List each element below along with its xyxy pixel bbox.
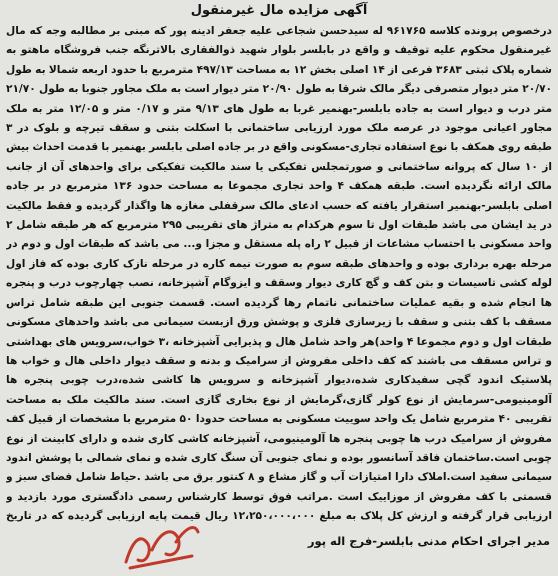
notice-body: درخصوص پرونده کلاسه ۹۶۱۷۶۵ له سیدحسن شجاعی علیه جعفر ادینه پور که مبنی بر مطالبه وجه که مال غیرمنقول محکوم علیه توقیف و واقع در بابلسر بلوار شهید ذوالفقاری بالاترنگه جنب فروشگاه ماهتو به شماره پلاک ثبتی ۳۶۸۳ فرعی از ۱۴ اصلی بخش ۱۲ به مساحت ۴۹۷/۱۳ مترمربع با حدود اربعه شمالا به طول ۲۰/۷۰ متر دیوار متصرفی دیگر مالک شرقا به طول ۲۰/۹۰ متر دیوار است به ملک مجاور جنوبا به طول ۲۱/۷۰ متر درب و دیوار است به جاده بابلسر-بهنمیر غربا به طول های ۹/۱۳ متر و ۰/۱۷ متر و ۱۲/۰۵ متر به ملک مجاور اعیانی موجود در عرصه ملک مورد ارزیابی ساختمانی با اسکلت بتنی و سقف تیرچه و بلوک در ۳ طبقه روی همکف با نوع استفاده تجاری-مسکونی واقع در بر جاده اصلی بابلسر بهنمیر با قدمت احداث بیش از ۱۰ سال که پروانه ساختمانی و صورتمجلس تفکیکی یا سند مالکیت تفکیکی برای واحدهای آن از جانب مالک ارائه نگردیده است. طبقه همکف ۴ واحد تجاری مجموعا به مساحت حدود ۱۳۶ مترمربع در بر جاده اصلی بابلسر-بهنمیر استقرار یافته که حسب ادعای مالک سرقفلی مغازه ها واگذار گردیده و فقط مالکیت در ید ایشان می باشد طبقات اول تا سوم هرکدام به متراژ های تقریبی ۲۹۵ مترمربع که هر طبقه شامل ۲ واحد مسکونی با احتساب مشاعات از قبیل ۲ راه پله مستقل و مجزا و... می باشد که طبقات اول و دوم در مرحله بهره برداری بوده و واحدهای طبقه سوم به صورت نیمه کاره در مرحله نازک کاری بوده که فاز اول لوله کشی تاسیسات و بتن کف و گچ کاری دیوار وسقف و ایزوگام آشپزخانه، نصب چهارچوب درب و پنجره ها انجام شده و بقیه عملیات ساختمانی ناتمام رها گردیده است. قسمت جنوبی این طبقه شامل تراس مسقف با کف بتنی و سقف با زیرسازی فلزی و پوشش ورق ازبست سیمانی می باشد واحدهای مسکونی طبقات اول و دوم مجموعا ۴ واحد)هر واحد شامل هال و پذیرایی آشپزخانه ،۳ خواب،سرویس های بهداشتی و تراس مسقف می باشند که کف داخلی مفروش از سرامیک و بدنه و سقف دیوار داخلی هال و خواب ها پلاستیک اندود گچی سفیدکاری شده،دیوار آشپزخانه و سرویس ها کاشی شده،درب چوبی پنجره ها آلومینیومی-سرمایش از نوع کولر گازی،گرمایش از نوع بخاری گازی است. سند مالکیت ملک به مساحت تقریبی ۴۰ مترمربع شامل یک واحد سوییت مسکونی به مساحت حدودا ۵۰ مترمربع با مشخصات از قبیل کف مفروش از سرامیک درب ها چوبی پنجره ها آلومینیومی، آشپزخانه کاشی کاری شده و دارای کابینت از نوع چوبی است.ساختمان فاقد آسانسور بوده و نمای جنوبی آن سنگ کاری شده و نمای شمالی با پوشش اندود سیمانی سفید است.املاک دارا امتیازات آب و گاز مشاع و ۸ کنتور برق می باشد .حیاط شامل فضای سبز و قسمتی با کف مفروش از موزاییک است .مراتب فوق توسط کارشناس رسمی دادگستری مورد بازدید و ارزیابی قرار گرفته و ارزش کل پلاک به مبلغ ۱۲،۲۵۰،۰۰۰،۰۰۰ ریال قیمت پایه ارزیابی گردیده که در تاریخ (6, 25, 552, 523)
notice-title: آگهی مزایده مال غیرمنقول (190, 3, 368, 18)
notice-signature: مدیر اجرای احکام مدنی بابلسر-فرج اله پور (307, 534, 550, 548)
